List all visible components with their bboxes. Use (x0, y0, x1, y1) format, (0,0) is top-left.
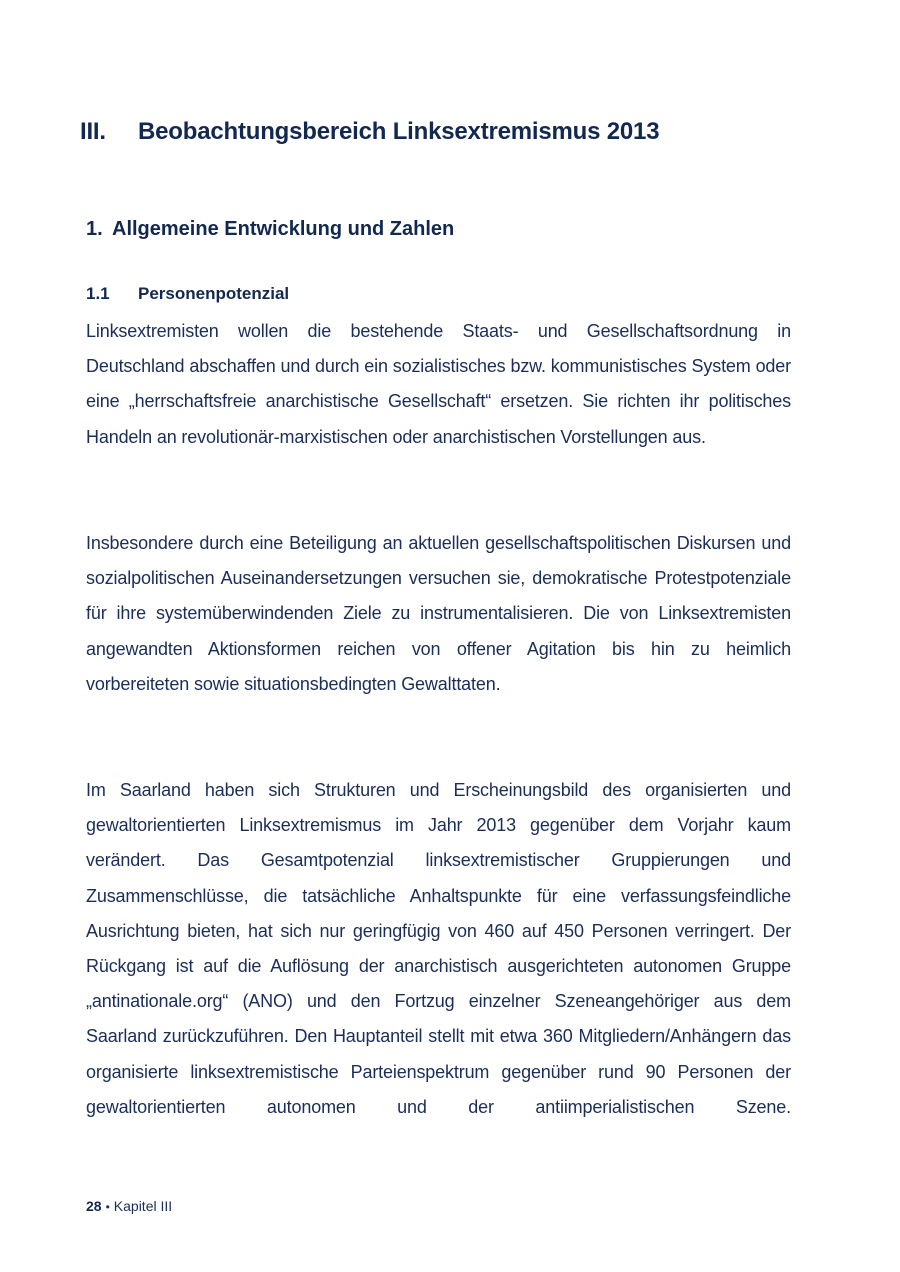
chapter-title: Beobachtungsbereich Linksextremismus 2013 (138, 118, 660, 145)
paragraph-1: Linksextremisten wollen die bestehende Staats- und Gesellschaftsordnung in Deutschland abschaffen und durch ein sozialistisches bzw. kommunistisches System oder eine „herrschaftsfreie anarchistische Gesellschaft“ ersetzen. Sie richten ihr politisches Handeln an revolutionär-marxistischen oder anarchistischen Vorstellungen aus. (86, 321, 791, 447)
section-title: Allgemeine Entwicklung und Zahlen (112, 218, 455, 240)
section-heading (86, 218, 454, 241)
chapter-label: Kapitel III (113, 1198, 173, 1214)
paragraph-3: Im Saarland haben sich Strukturen und Erscheinungsbild des organisierten und gewaltorientierten Linksextremismus im Jahr 2013 gegenüber dem Vorjahr kaum verändert. Das Gesamtpotenzial linksextremistischer Gruppierungen und Zusammenschlüsse, die tatsächliche Anhaltspunkte für eine verfassungsfeindliche Ausrichtung bieten, hat sich nur geringfügig von 460 auf 450 Personen verringert. Der Rückgang ist auf die Auflösung der anarchistisch ausgerichteten autonomen Gruppe „antinationale.org“ (ANO) und den Fortzug einzelner Szeneangehöriger aus dem Saarland zurückzuführen. Den Hauptanteil stellt mit etwa 360 Mitgliedern/Anhängern das organisierte linksextremistische Parteienspektrum gegenüber rund 90 Personen der gewaltorientierten autonomen und der antiimperialistischen Szene. (86, 780, 791, 1117)
chapter-number: III. (80, 118, 106, 145)
subsection-number: 1.1 (86, 284, 110, 303)
subsection-title: Personenpotenzial (138, 284, 290, 303)
chapter-heading (80, 118, 659, 146)
page-footer (86, 1198, 172, 1214)
separator-dot: • (105, 1200, 110, 1214)
section-number: 1. (86, 218, 103, 240)
subsection-heading (86, 284, 289, 304)
paragraph-2: Insbesondere durch eine Beteiligung an aktuellen gesellschaftspolitischen Diskursen und sozialpolitischen Auseinandersetzungen versuchen sie, demokratische Protestpotenziale für ihre systemüberwindenden Ziele zu instrumentalisieren. Die von Linksextremisten angewandten Aktionsformen reichen von offener Agitation bis hin zu heimlich vorbereiteten sowie situationsbedingten Gewalttaten. (86, 533, 791, 694)
page-number: 28 (86, 1198, 102, 1214)
